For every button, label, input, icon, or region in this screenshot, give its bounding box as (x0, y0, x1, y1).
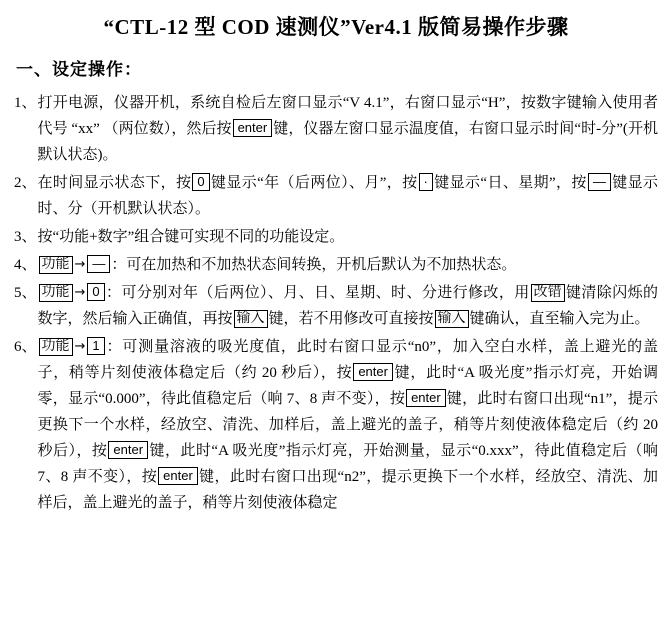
text-run: 键，此时右窗口出现“n1”，提示更换下一个水样，经放空、清洗、加样后，盖上避光的盖子，稍等片刻使液体稳定后（约 20 秒后），按 (37, 391, 658, 460)
keycap-enter: enter (158, 467, 198, 485)
text-run: ：可分别对年（后两位）、月、日、星期、时、分进行修改，用 (105, 285, 530, 302)
list-item-text (38, 170, 658, 222)
text-run: 键显示“年（后两位）、月”，按 (210, 175, 418, 192)
list-item-number: 4、 (14, 257, 37, 274)
list-item (14, 90, 658, 168)
list-item (14, 252, 658, 278)
text-run: 键，仪器左窗口显示温度值，右窗口显示时间“时-分”(开机默认状态)。 (37, 121, 658, 164)
list-item-number: 3、 (14, 229, 37, 246)
keycap-cn: 输入 (435, 310, 469, 328)
keycap-enter: enter (353, 363, 393, 381)
list-item-number: 2、 (14, 175, 37, 192)
text-run: 键确认，直至输入完为止。 (469, 311, 650, 328)
keycap-0: 0 (192, 173, 209, 191)
arrow-right-icon: → (74, 285, 86, 301)
list-item-text (38, 90, 658, 168)
list-item-number: 1、 (14, 95, 37, 112)
list-item-text (38, 334, 658, 516)
list-item-number: 5、 (14, 285, 37, 302)
list-item (14, 280, 658, 332)
text-run: 在时间显示状态下，按 (37, 175, 192, 192)
list-item (14, 170, 658, 222)
arrow-right-icon: → (74, 339, 86, 355)
list-item-text (38, 280, 658, 332)
arrow-right-icon: → (74, 257, 86, 273)
numbered-item-list (14, 90, 658, 516)
keycap-cn: 改错 (531, 284, 565, 302)
text-run: 键显示“日、星期”，按 (433, 175, 587, 192)
keycap-1: 1 (87, 337, 104, 355)
list-item (14, 224, 658, 250)
text-run: 键，此时“A 吸光度”指示灯亮，开始调零，显示“0.000”，待此值稳定后（响 7、8 声不变），按 (37, 365, 658, 408)
text-run: 键，此时右窗口出现“n2”，提示更换下一个水样，经放空、清洗、加样后，盖上避光的盖子，稍等片刻使液体稳定 (37, 469, 658, 512)
page-title: “CTL-12 型 COD 速测仪”Ver4.1 版简易操作步骤 (103, 15, 569, 39)
text-run: 键，此时“A 吸光度”指示灯亮，开始测量，显示“0.xxx”，待此值稳定后（响 7、8 声不变），按 (37, 443, 658, 486)
keycap-cn: 功能 (39, 338, 73, 356)
text-run: 键显示时、分（开机默认状态）。 (37, 175, 658, 218)
text-run: 键，若不用修改可直接按 (268, 311, 434, 328)
keycap-cn: 功能 (39, 256, 73, 274)
text-run: 键清除闪烁的数字，然后输入正确值，再按 (37, 285, 658, 328)
keycap-enter: enter (233, 119, 273, 137)
text-run: ：可在加热和不加热状态间转换，开机后默认为不加热状态。 (111, 257, 517, 274)
keycap-: — (588, 173, 611, 191)
keycap-: — (87, 255, 110, 273)
section-heading-setup: 一、设定操作： (16, 60, 142, 80)
keycap-enter: enter (108, 441, 148, 459)
keycap-cn: 输入 (234, 310, 268, 328)
keycap-: · (419, 173, 433, 191)
list-item-text (38, 224, 658, 250)
keycap-enter: enter (406, 389, 446, 407)
text-run: 打开电源，仪器开机，系统自检后左窗口显示“V 4.1”，右窗口显示“H”，按数字键输入使用者代号 “xx” （两位数），然后按 (37, 95, 658, 138)
text-run: 按“功能+数字”组合键可实现不同的功能设定。 (37, 229, 345, 246)
keycap-cn: 功能 (39, 284, 73, 302)
list-item-number: 6、 (14, 339, 37, 356)
list-item-text (38, 252, 658, 278)
keycap-0: 0 (87, 283, 104, 301)
list-item (14, 334, 658, 516)
text-run: ：可测量溶液的吸光度值，此时右窗口显示“n0”，加入空白水样，盖上避光的盖子，稍等片刻使液体稳定后（约 20 秒后），按 (37, 339, 658, 382)
